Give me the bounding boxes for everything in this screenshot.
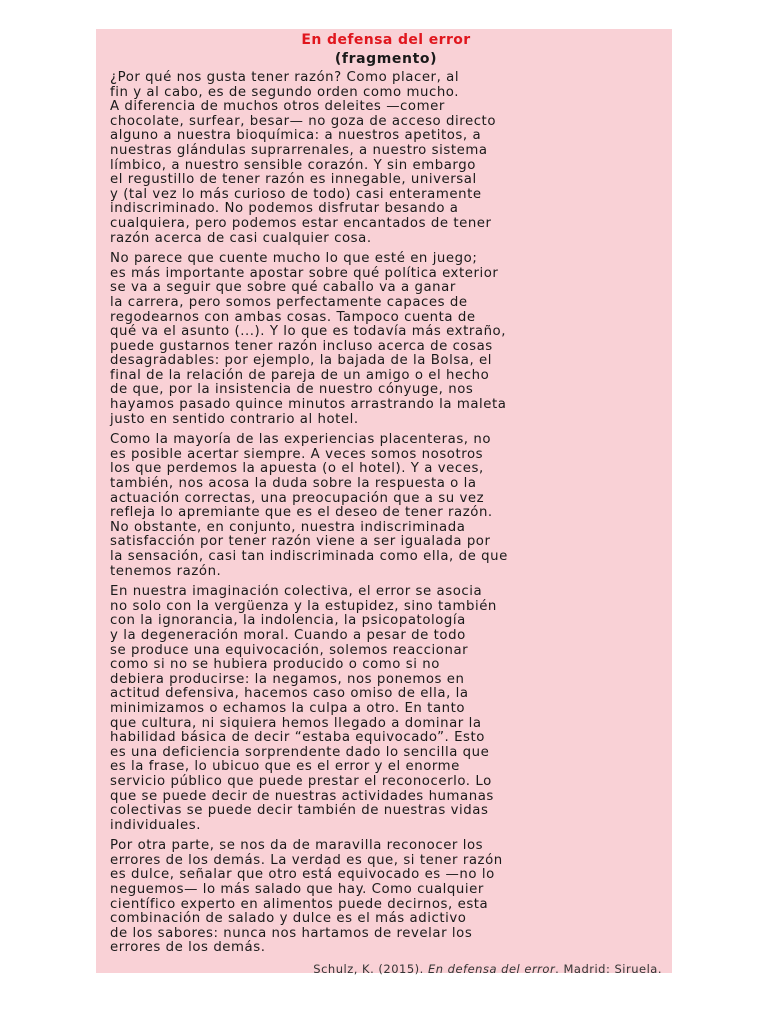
document-card	[96, 29, 672, 977]
paragraph-4: En nuestra imaginación colectiva, el error se asocia no solo con la vergüenza y la estupidez, sino también con la ignorancia, la indolencia, la psicopatología y la degeneración moral. Cuando a pesar de todo se produce una equivocación, solemos reaccionar como si no se hubiera producido o como si no debiera producirse: la negamos, nos ponemos en actitud defensiva, hacemos caso omiso de ella, la minimizamos o echamos la culpa a otro. En tanto que cultura, ni siquiera hemos llegado a dominar la habilidad básica de decir “estaba equivocado”. Esto es una deficiencia sorprendente dado lo sencilla que es la frase, lo ubicuo que es el error y el enorme servicio público que puede prestar el reconocerlo. Lo que se puede decir de nuestras actividades humanas colectivas se puede decir también de nuestras vidas individuales.	[110, 584, 497, 833]
paragraph-3: Como la mayoría de las experiencias placenteras, no es posible acertar siempre. A veces somos nosotros los que perdemos la apuesta (o el hotel). Y a veces, también, nos acosa la duda sobre la respuesta o la actuación correctas, una preocupación que a su vez refleja lo apremiante que es el deseo de tener razón. No obstante, en conjunto, nuestra indiscriminada satisfacción por tener razón viene a ser igualada por la sensación, casi tan indiscriminada como ella, de que tenemos razón.	[110, 432, 508, 579]
citation-publisher: . Madrid: Siruela.	[555, 962, 662, 977]
document-subtitle: (fragmento)	[334, 51, 438, 67]
citation-author: Schulz, K. (2015).	[313, 962, 428, 977]
citation	[110, 962, 662, 976]
document-title: En defensa del error	[301, 32, 471, 48]
paragraph-5: Por otra parte, se nos da de maravilla reconocer los errores de los demás. La verdad es que, si tener razón es dulce, señalar que otro está equivocado es —no lo neguemos— lo más salado que hay. Como cualquier científico experto en alimentos puede decirnos, esta combinación de salado y dulce es el más adictivo de los sabores: nunca nos hartamos de revelar los errores de los demás.	[110, 838, 503, 956]
citation-work-title: En defensa del error	[427, 962, 556, 977]
paragraph-2: No parece que cuente mucho lo que esté en juego; es más importante apostar sobre qué política exterior se va a seguir que sobre qué caballo va a ganar la carrera, pero somos perfectamente capaces de regodearnos con ambas cosas. Tampoco cuenta de qué va el asunto (...). Y lo que es todavía más extraño, puede gustarnos tener razón incluso acerca de cosas desagradables: por ejemplo, la bajada de la Bolsa, el final de la relación de pareja de un amigo o el hecho de que, por la insistencia de nuestro cónyuge, nos hayamos pasado quince minutos arrastrando la maleta justo en sentido contrario al hotel.	[110, 251, 507, 427]
paragraph-1: ¿Por qué nos gusta tener razón? Como placer, al fin y al cabo, es de segundo orden como mucho. A diferencia de muchos otros deleites —comer chocolate, surfear, besar— no goza de acceso directo alguno a nuestra bioquímica: a nuestros apetitos, a nuestras glándulas suprarrenales, a nuestro sistema límbico, a nuestro sensible corazón. Y sin embargo el regustillo de tener razón es innegable, universal y (tal vez lo más curioso de todo) casi enteramente indiscriminado. No podemos disfrutar besando a cualquiera, pero podemos estar encantados de tener razón acerca de casi cualquier cosa.	[110, 70, 497, 246]
